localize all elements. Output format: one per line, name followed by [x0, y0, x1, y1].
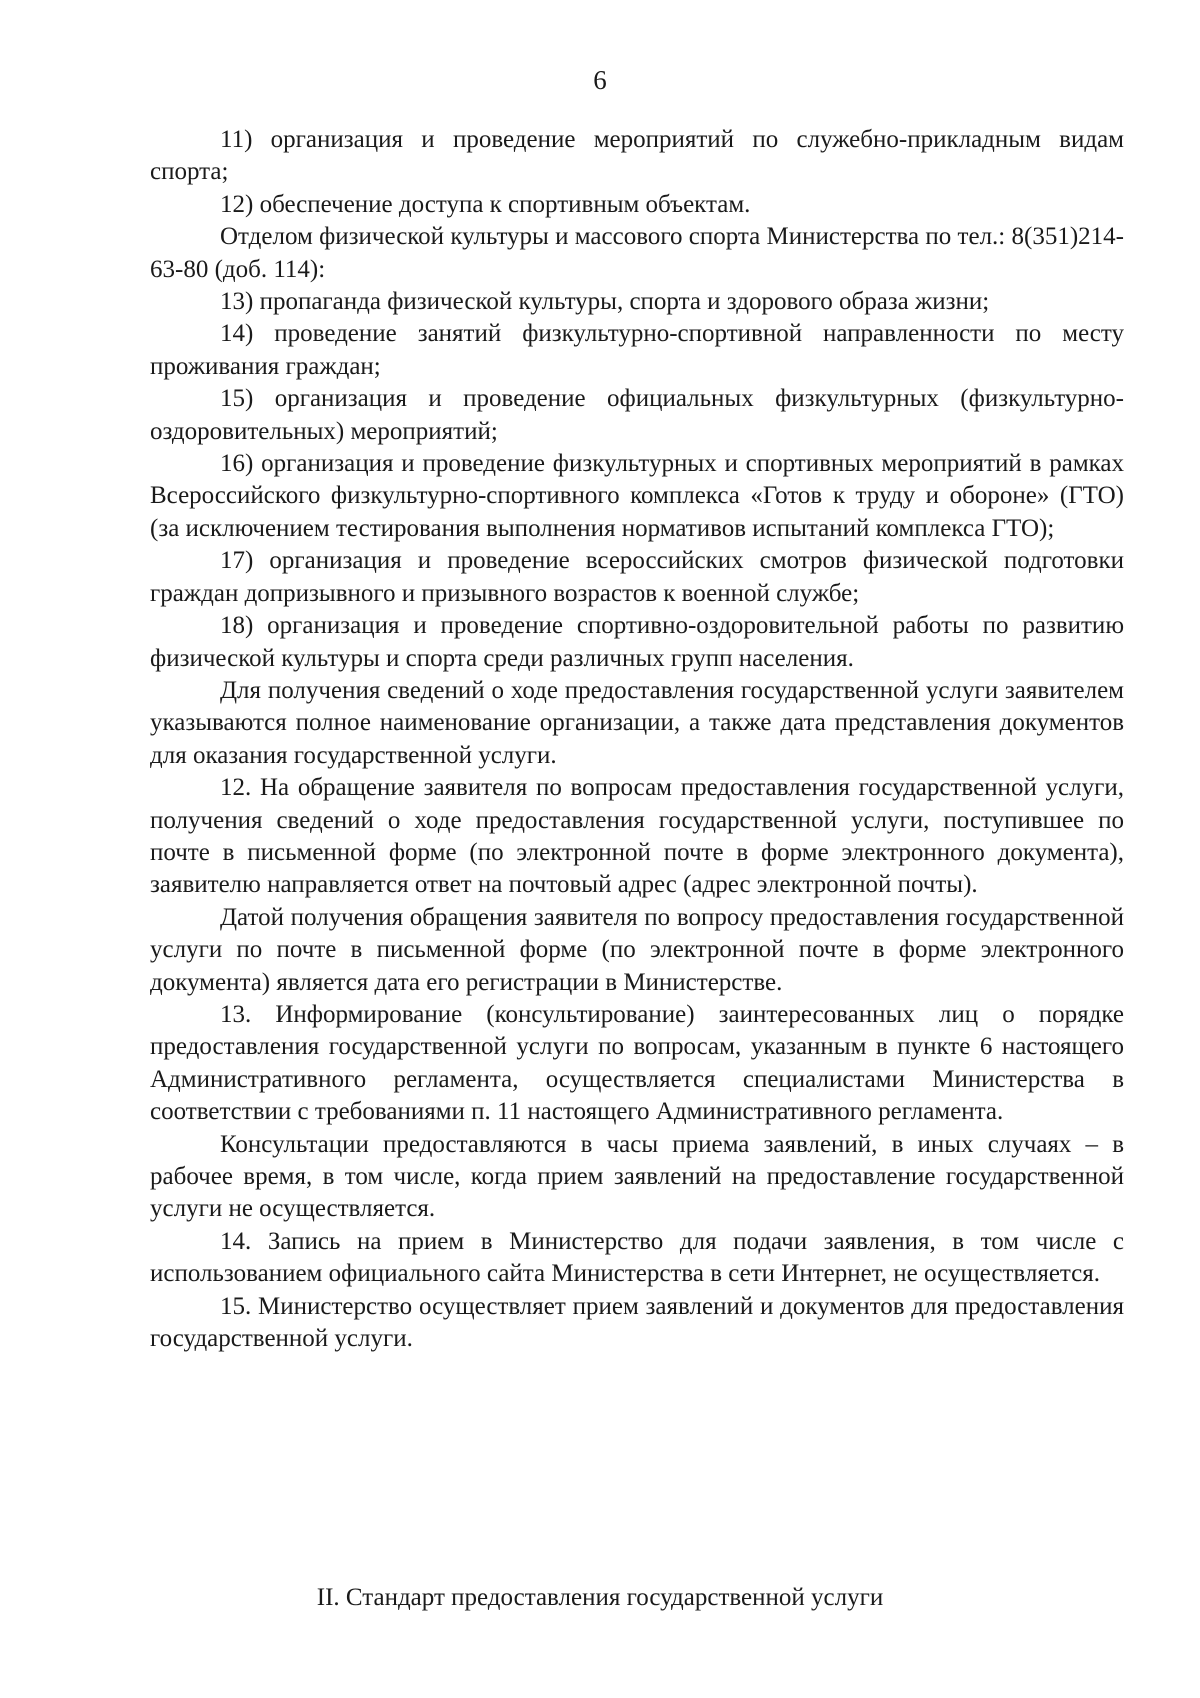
paragraph-item-18: 18) организация и проведение спортивно-оздоровительной работы по развитию физической культуры и спорта среди различных групп населения. [150, 612, 1124, 672]
paragraph-clause-14: 14. Запись на прием в Министерство для подачи заявления, в том числе с использованием официального сайта Министерства в сети Интернет, не осуществляется. [150, 1227, 1124, 1288]
paragraph-item-15: 15) организация и проведение официальных физкультурных (физкультурно-оздоровительных) мероприятий; [150, 385, 1124, 445]
paragraph-department-intro: Отделом физической культуры и массового спорта Министерства по тел.: 8(351)214-63-80 (доб. 114): [150, 223, 1124, 283]
paragraph-item-14: 14) проведение занятий физкультурно-спортивной направленности по месту проживания граждан; [150, 320, 1124, 380]
document-body [150, 124, 1124, 1355]
paragraph-item-13: 13) пропаганда физической культуры, спорта и здорового образа жизни; [220, 288, 990, 316]
paragraph-receipt-date: Датой получения обращения заявителя по вопросу предоставления государственной услуги по почте в письменной форме (по электронной почте в форме электронного документа) является дата его регистрации в Министерстве. [150, 903, 1124, 996]
paragraph-status-info: Для получения сведений о ходе предоставления государственной услуги заявителем указываются полное наименование организации, а также дата представления документов для оказания государственной услуги. [150, 676, 1124, 769]
paragraph-item-17: 17) организация и проведение всероссийских смотров физической подготовки граждан допризывного и призывного возрастов к военной службе; [150, 547, 1124, 607]
paragraph-item-11: 11) организация и проведение мероприятий по служебно-прикладным видам спорта; [150, 126, 1124, 186]
paragraph-clause-12: 12. На обращение заявителя по вопросам предоставления государственной услуги, получения сведений о ходе предоставления государственной услуги, поступившее по почте в письменной форме (по электронной почте в форме электронного документа), заявителю направляется ответ на почтовый адрес (адрес электронной почты). [150, 774, 1124, 899]
section-heading: II. Стандарт предоставления государственной услуги [316, 1584, 884, 1611]
paragraph-clause-13: 13. Информирование (консультирование) заинтересованных лиц о порядке предоставления государственной услуги по вопросам, указанным в пункте 6 настоящего Административного регламента, осуществляется специалистами Министерства в соответствии с требованиями п. 11 настоящего Административного регламента. [150, 1000, 1124, 1126]
paragraph-item-12: 12) обеспечение доступа к спортивным объектам. [220, 190, 751, 218]
paragraph-clause-15: 15. Министерство осуществляет прием заявлений и документов для предоставления государственной услуги. [150, 1292, 1124, 1353]
page-number: 6 [593, 65, 607, 95]
paragraph-consultations: Консультации предоставляются в часы приема заявлений, в иных случаях – в рабочее время, в том числе, когда прием заявлений на предоставление государственной услуги не осуществляется. [150, 1130, 1124, 1223]
paragraph-item-16: 16) организация и проведение физкультурных и спортивных мероприятий в рамках Всероссийского физкультурно-спортивного комплекса «Готов к труду и обороне» (ГТО) (за исключением тестирования выполнения нормативов испытаний комплекса ГТО); [150, 450, 1124, 542]
